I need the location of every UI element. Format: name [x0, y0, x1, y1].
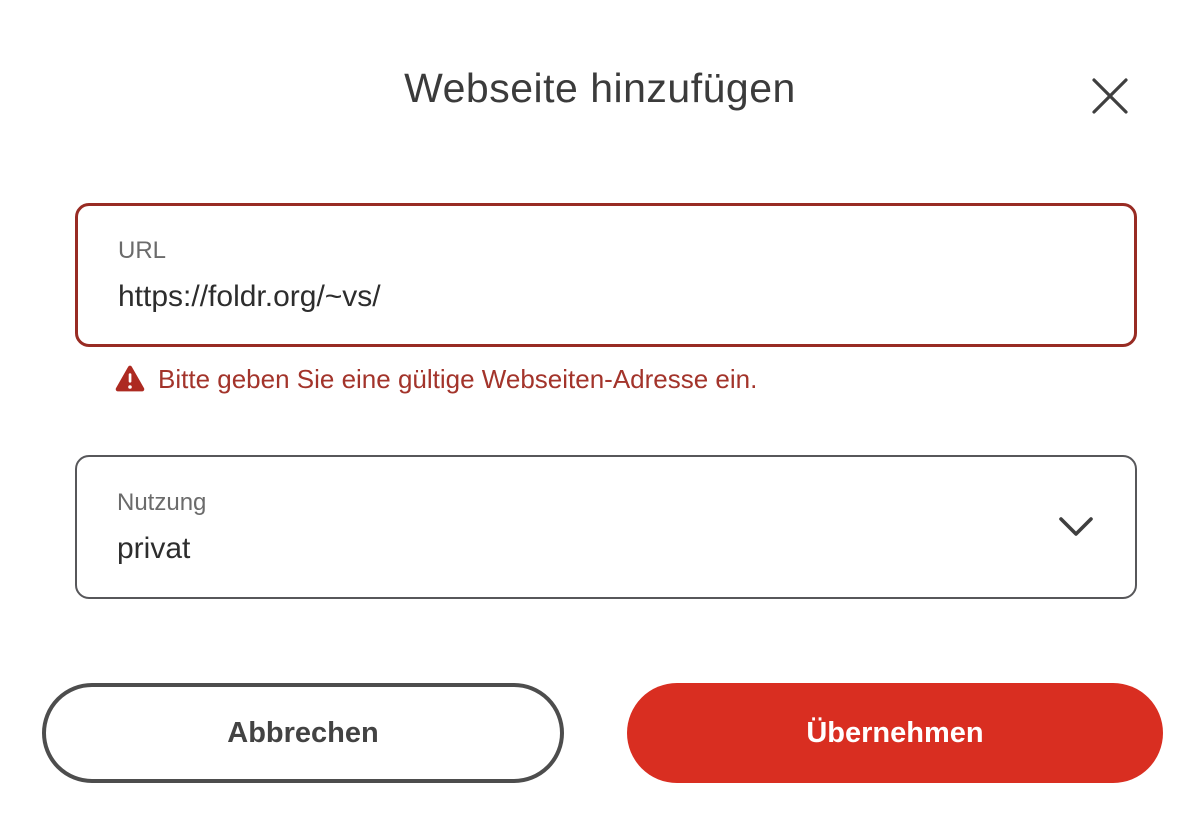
dialog-actions	[42, 683, 1163, 783]
close-button[interactable]	[1084, 70, 1136, 122]
url-input[interactable]	[118, 278, 1094, 316]
url-field[interactable]	[75, 203, 1137, 347]
dialog-title: Webseite hinzufügen	[404, 65, 796, 111]
cancel-button[interactable]: Abbrechen	[42, 683, 564, 783]
dialog-header	[0, 0, 1200, 114]
warning-icon	[115, 365, 145, 393]
chevron-down-icon	[1059, 517, 1093, 537]
usage-select[interactable]	[75, 455, 1137, 599]
dialog-body	[75, 203, 1137, 599]
usage-select-value: privat	[117, 532, 191, 565]
close-icon	[1091, 77, 1129, 115]
url-field-label: URL	[118, 237, 167, 264]
usage-select-label: Nutzung	[117, 489, 207, 516]
error-message: Bitte geben Sie eine gültige Webseiten-Adresse ein.	[158, 364, 758, 394]
error-message-row	[75, 362, 1137, 396]
submit-button[interactable]: Übernehmen	[627, 683, 1163, 783]
